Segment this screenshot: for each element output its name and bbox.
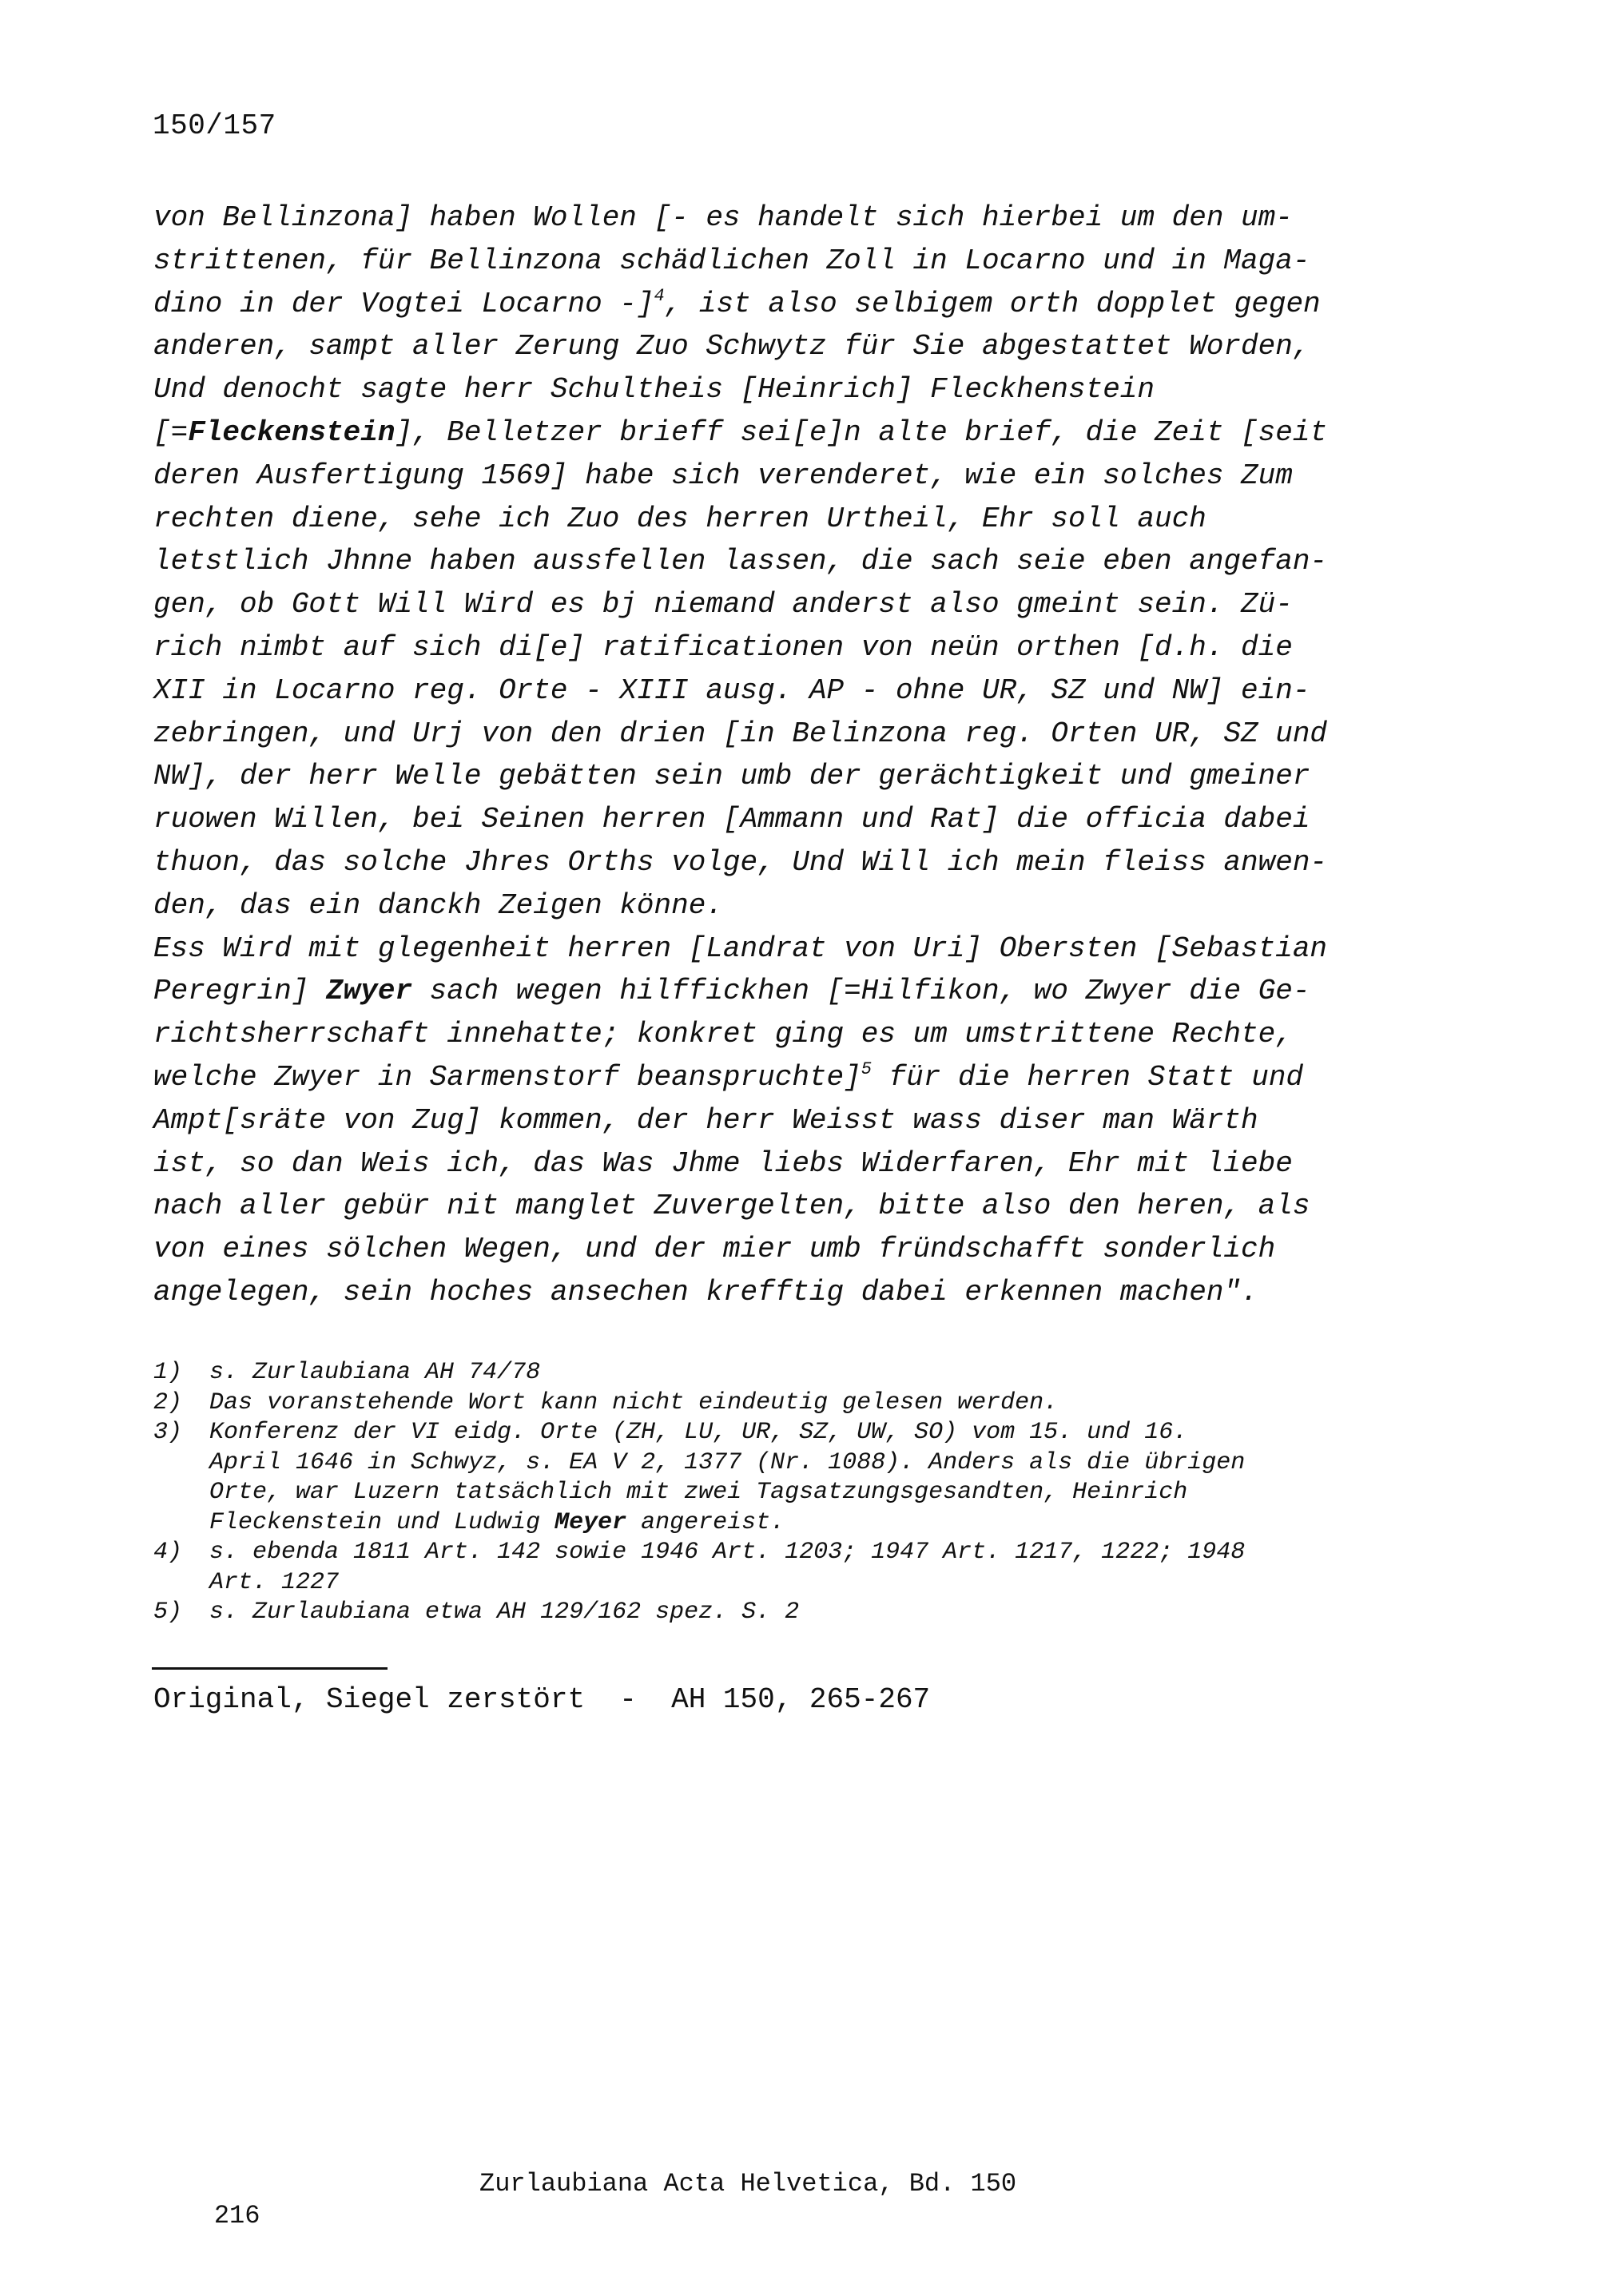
body-line (153, 713, 1400, 756)
body-line (153, 240, 1400, 283)
body-line-text: thuon, das solche Jhres Orths volge, Und Will ich mein fleiss anwen- (153, 845, 1328, 879)
footnote-ref: 5 (861, 1059, 872, 1079)
body-line (153, 455, 1400, 498)
body-line-text: ruowen Willen, bei Seinen herren [Ammann und Rat] die officia dabei (153, 803, 1310, 836)
body-line-text: angelegen, sein hoches ansechen krefftig dabei erkennen machen". (153, 1275, 1258, 1309)
body-line-text: [= (153, 415, 189, 449)
body-line (153, 841, 1400, 884)
footnote-line (153, 1418, 1416, 1448)
body-line-text: XII in Locarno reg. Orte - XIII ausg. AP - ohne UR, SZ und NW] ein- (153, 673, 1310, 707)
footnote-line (153, 1568, 1416, 1599)
footnote-number: 4) (153, 1539, 183, 1566)
separator-rule (152, 1667, 388, 1670)
body-line-text: , ist also selbigem orth dopplet gegen (664, 287, 1321, 320)
body-line (153, 411, 1400, 455)
page-reference: 150/157 (153, 109, 276, 142)
footnote-text: s. Zurlaubiana etwa AH 129/162 spez. S. 2 (209, 1599, 800, 1626)
footnote-number: 1) (153, 1359, 183, 1386)
footnote-line (153, 1478, 1416, 1508)
body-line-bold-name: Zwyer (326, 975, 413, 1008)
footnote-text: Das voranstehende Wort kann nicht eindeutig gelesen werden. (209, 1388, 1059, 1416)
body-line (153, 583, 1400, 626)
footnote-number: 2) (153, 1388, 183, 1416)
body-line-text: nach aller gebür nit manglet Zuvergelten, bitte also den heren, als (153, 1190, 1310, 1223)
body-line-text: deren Ausfertigung 1569] habe sich verenderet, wie ein solches Zum (153, 459, 1293, 492)
body-line-text: sach wegen hilffickhen [=Hilfikon, wo Zwyer die Ge- (412, 975, 1310, 1008)
footnote-ref: 4 (654, 285, 665, 306)
footnote-bold-name: Meyer (555, 1508, 627, 1536)
body-line-text: von Bellinzona] haben Wollen [- es handelt sich hierbei um den um- (153, 201, 1293, 234)
body-line (153, 884, 1400, 928)
body-line (153, 498, 1400, 541)
body-line-text: gen, ob Gott Will Wird es bj niemand anderst also gmeint sein. Zü- (153, 588, 1293, 622)
footnote-text: Fleckenstein und Ludwig (209, 1508, 555, 1536)
body-line-text: Und denocht sagte herr Schultheis [Heinrich] Fleckhenstein (153, 373, 1155, 407)
body-line-text: welche Zwyer in Sarmenstorf beanspruchte] (153, 1060, 861, 1094)
footnote-text: Orte, war Luzern tatsächlich mit zwei Tagsatzungsgesandten, Heinrich (209, 1479, 1188, 1506)
footer-title: Zurlaubiana Acta Helvetica, Bd. 150 (479, 2169, 1017, 2199)
body-text (153, 197, 1400, 1314)
body-line-text: rich nimbt auf sich di[e] ratificationen von neün orthen [d.h. die (153, 630, 1293, 664)
body-line (153, 283, 1400, 326)
footnote-number: 3) (153, 1419, 183, 1446)
body-line-text: strittenen, für Bellinzona schädlichen Zoll in Locarno und in Maga- (153, 244, 1310, 277)
body-line (153, 1228, 1400, 1271)
footnote-text: s. Zurlaubiana AH 74/78 (209, 1359, 541, 1386)
footnote-line (153, 1598, 1416, 1628)
body-line (153, 928, 1400, 971)
body-line (153, 368, 1400, 411)
body-line (153, 197, 1400, 240)
body-line-text: anderen, sampt aller Zerung Zuo Schwytz für Sie abgestattet Worden, (153, 330, 1310, 363)
body-line (153, 1013, 1400, 1056)
footnotes-list (153, 1358, 1416, 1628)
body-line-text: richtsherrschaft innehatte; konkret ging es um umstrittene Rechte, (153, 1018, 1293, 1051)
body-line-text: letstlich Jhnne haben aussfellen lassen, die sach seie eben angefan- (153, 545, 1328, 578)
body-line-text: von eines sölchen Wegen, und der mier umb fründschafft sonderlich (153, 1233, 1276, 1266)
footnote-text: s. ebenda 1811 Art. 142 sowie 1946 Art. 1203; 1947 Art. 1217, 1222; 1948 (209, 1539, 1246, 1566)
body-line-text: den, das ein danckh Zeigen könne. (153, 888, 723, 922)
body-line (153, 1271, 1400, 1314)
body-line-text: ist, so dan Weis ich, das Was Jhme liebs Widerfaren, Ehr mit liebe (153, 1146, 1293, 1180)
footnote-text: angereist. (626, 1508, 785, 1536)
body-line-text: dino in der Vogtei Locarno -] (153, 287, 654, 320)
footnote-line (153, 1448, 1416, 1479)
body-line (153, 755, 1400, 798)
body-line (153, 970, 1400, 1013)
body-line-text: zebringen, und Urj von den drien [in Belinzona reg. Orten UR, SZ und (153, 717, 1328, 750)
body-line-text: NW], der herr Welle gebätten sein umb der gerächtigkeit und gmeiner (153, 760, 1310, 793)
body-line-text: für die herren Statt und (871, 1060, 1304, 1094)
footnote-line (153, 1538, 1416, 1568)
body-line (153, 626, 1400, 669)
body-line-text: Ampt[sräte von Zug] kommen, der herr Weisst wass diser man Wärth (153, 1103, 1258, 1137)
footnote-line (153, 1508, 1416, 1539)
body-line (153, 669, 1400, 713)
footnote-number: 5) (153, 1599, 183, 1626)
body-line (153, 798, 1400, 841)
body-line-text: Peregrin] (153, 975, 327, 1008)
footnote-text: April 1646 in Schwyz, s. EA V 2, 1377 (Nr. 1088). Anders als die übrigen (209, 1448, 1246, 1476)
footnote-line (153, 1388, 1416, 1419)
body-line (153, 1142, 1400, 1186)
footer-page-number: 216 (213, 2201, 260, 2230)
footnote-text: Art. 1227 (209, 1568, 340, 1596)
source-note: Original, Siegel zerstört - AH 150, 265-267 (153, 1683, 931, 1716)
body-line (153, 1056, 1400, 1099)
body-line (153, 540, 1400, 583)
body-line-text: Ess Wird mit glegenheit herren [Landrat von Uri] Obersten [Sebastian (153, 932, 1328, 965)
body-line (153, 1185, 1400, 1228)
page-footer (153, 2168, 1017, 2296)
body-line (153, 325, 1400, 368)
footnote-text: Konferenz der VI eidg. Orte (ZH, LU, UR, SZ, UW, SO) vom 15. und 16. (209, 1419, 1188, 1446)
body-line-text: ], Belletzer brieff sei[e]n alte brief, die Zeit [seit (395, 415, 1328, 449)
body-line (153, 1099, 1400, 1142)
footnote-line (153, 1358, 1416, 1388)
body-line-text: rechten diene, sehe ich Zuo des herren Urtheil, Ehr soll auch (153, 502, 1206, 535)
body-line-bold-name: Fleckenstein (188, 415, 396, 449)
